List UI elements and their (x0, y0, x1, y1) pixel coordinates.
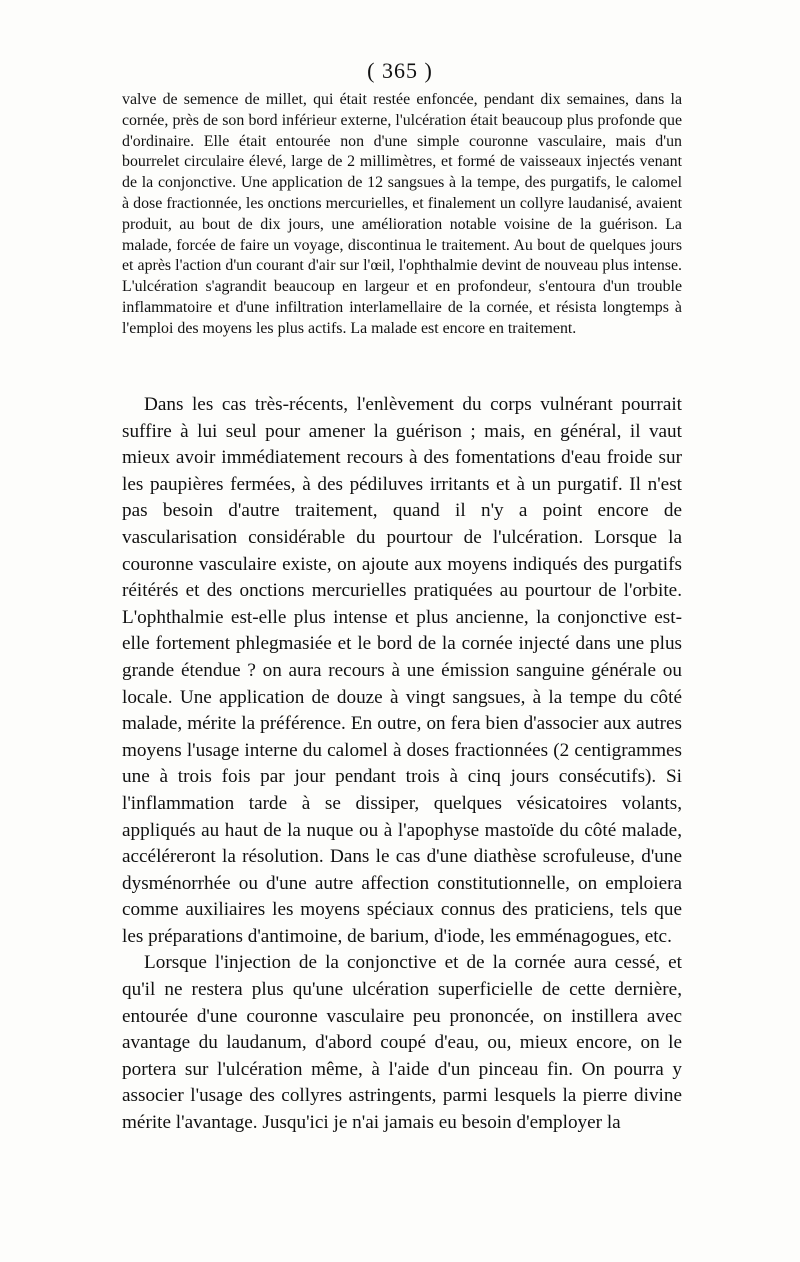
case-note-text (122, 90, 682, 340)
case-note-paragraph: valve de semence de millet, qui était restée enfoncée, pendant dix semaines, dans la cornée, près de son bord inférieur externe, l'ulcération était beaucoup plus profonde que d'ordinaire. Elle était entourée non d'une simple couronne vasculaire, mais d'un bourrelet circulaire élevé, large de 2 millimètres, et formé de vaisseaux injectés venant de la conjonctive. Une application de 12 sangsues à la tempe, des purgatifs, le calomel à dose fractionnée, les onctions mercurielles, et finalement un collyre laudanisé, avaient produit, au bout de dix jours, une amélioration notable voisine de la guérison. La malade, forcée de faire un voyage, discontinua le traitement. Au bout de quelques jours et après l'action d'un courant d'air sur l'œil, l'ophthalmie devint de nouveau plus intense. L'ulcération s'agrandit beaucoup en largeur et en profondeur, s'entoura d'un trouble inflammatoire et d'une infiltration interlamellaire de la cornée, et résista longtemps à l'emploi des moyens les plus actifs. La malade est encore en traitement. (122, 91, 682, 337)
body-paragraph-1: Dans les cas très-récents, l'enlèvement du corps vulnérant pourrait suffire à lui seul pour amener la guérison ; mais, en général, il vaut mieux avoir immédiatement recours à des fomentations d'eau froide sur les paupières fermées, à des pédiluves irritants et à un purgatif. Il n'est pas besoin d'autre traitement, quand il n'y a point encore de vascularisation considérable du pourtour de l'ulcération. Lorsque la couronne vasculaire existe, on ajoute aux moyens indiqués des purgatifs réitérés et des onctions mercurielles pratiquées au pourtour de l'orbite. L'ophthalmie est-elle plus intense et plus ancienne, la conjonctive est-elle fortement phlegmasiée et le bord de la cornée injecté dans une plus grande étendue ? on aura recours à une émission sanguine générale ou locale. Une application de douze à vingt sangsues, à la tempe du côté malade, mérite la préférence. En outre, on fera bien d'associer aux autres moyens l'usage interne du calomel à doses fractionnées (2 centigrammes une à trois fois par jour pendant trois à cinq jours consécutifs). Si l'inflammation tarde à se dissiper, quelques vésicatoires volants, appliqués au haut de la nuque ou à l'apophyse mastoïde du côté malade, accéléreront la résolution. Dans le cas d'une diathèse scrofuleuse, d'une dysménorrhée ou d'une autre affection constitutionnelle, on emploiera comme auxiliaires les moyens spéciaux connus des praticiens, tels que les préparations d'antimoine, de barium, d'iode, les emménagogues, etc. (122, 394, 682, 947)
main-body-text (122, 392, 682, 1137)
page-number: ( 365 ) (367, 58, 433, 83)
body-paragraph-2: Lorsque l'injection de la conjonctive et de la cornée aura cessé, et qu'il ne restera plus qu'une ulcération superficielle de cette dernière, entourée d'une couronne vasculaire peu prononcée, on instillera avec avantage du laudanum, d'abord coupé d'eau, ou, mieux encore, on le portera sur l'ulcération même, à l'aide d'un pinceau fin. On pourra y associer l'usage des collyres astringents, parmi lesquels la pierre divine mérite l'avantage. Jusqu'ici je n'ai jamais eu besoin d'employer la (122, 952, 682, 1134)
